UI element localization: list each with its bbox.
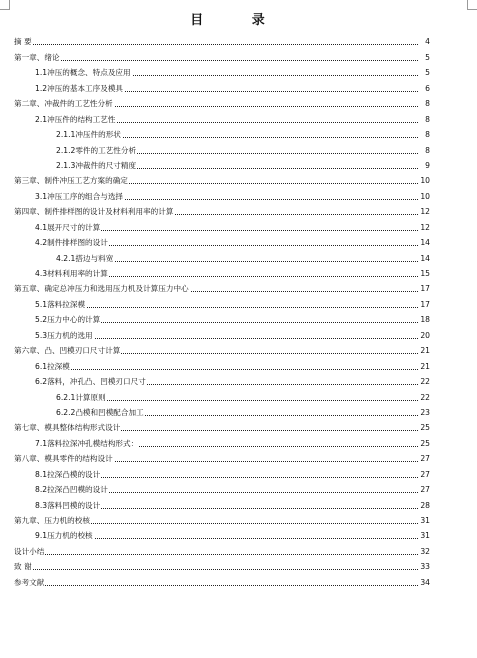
toc-entry-label: 7.1落料拉深冲孔模结构形式： — [35, 438, 139, 448]
leader-dots — [14, 44, 418, 45]
toc-entry-page: 6 — [425, 83, 430, 93]
toc-entry-page: 28 — [420, 500, 430, 510]
toc-entry-page: 22 — [420, 377, 430, 387]
toc-entry[interactable] — [14, 95, 430, 110]
toc-entry-page: 12 — [420, 207, 430, 217]
toc-entry-label: 8.1拉深凸模的设计 — [35, 469, 101, 479]
toc-entry[interactable] — [14, 573, 430, 588]
toc-entry-label: 参考文献 — [14, 577, 45, 587]
leader-dots — [14, 60, 418, 61]
toc-entry-page: 14 — [420, 253, 430, 263]
toc-entry[interactable] — [14, 388, 430, 403]
toc-entry[interactable] — [14, 203, 430, 218]
toc-entry-label: 1.1冲压的概念、特点及应用 — [35, 68, 131, 78]
toc-entry-label: 2.1.1冲压件的形状 — [56, 130, 121, 140]
leader-dots — [35, 369, 418, 370]
toc-entry[interactable] — [14, 141, 430, 156]
toc-title: 目 录 — [190, 13, 287, 28]
toc-entry[interactable] — [14, 450, 430, 465]
toc-entry[interactable] — [14, 234, 430, 249]
toc-entry-page: 10 — [420, 191, 430, 201]
toc-entry-page: 34 — [420, 577, 430, 587]
toc-entry-page: 25 — [420, 423, 430, 433]
toc-entry-page: 12 — [420, 222, 430, 232]
toc-entry-label: 6.2.2凸模和凹模配合加工 — [56, 407, 144, 417]
toc-entry-page: 18 — [420, 315, 430, 325]
toc-entry-label: 1.2冲压的基本工序及模具 — [35, 83, 124, 93]
leader-dots — [35, 307, 418, 308]
leader-dots — [14, 554, 418, 555]
leader-dots — [14, 569, 418, 570]
toc-entry[interactable] — [14, 110, 430, 125]
toc-entry-label: 第八章、模具零件的结构设计 — [14, 454, 113, 464]
toc-entry-page: 33 — [420, 562, 430, 572]
toc-entry-label: 8.2拉深凸凹模的设计 — [35, 485, 108, 495]
toc-entry-page: 27 — [420, 469, 430, 479]
toc-entry[interactable] — [14, 187, 430, 202]
toc-entry-page: 31 — [420, 516, 430, 525]
toc-entry[interactable] — [14, 419, 430, 434]
toc-entry[interactable] — [14, 342, 430, 357]
toc-entry-label: 5.1落料拉深模 — [35, 299, 86, 309]
toc-entry-page: 14 — [420, 238, 430, 248]
toc-entry-page: 10 — [420, 176, 430, 186]
toc-entry[interactable] — [14, 48, 430, 63]
toc-entry[interactable] — [14, 79, 430, 94]
toc-entry[interactable] — [14, 172, 430, 187]
toc-entry[interactable] — [14, 481, 430, 496]
toc-entry[interactable] — [14, 64, 430, 79]
toc-entry-label: 设计小结 — [14, 546, 45, 556]
toc-entry[interactable] — [14, 357, 430, 372]
toc-entry[interactable] — [14, 542, 430, 557]
toc-entry-page: 22 — [420, 392, 430, 402]
toc-entry-label: 致 谢 — [14, 562, 32, 572]
toc-entry-page: 23 — [420, 407, 430, 417]
toc-entry[interactable] — [14, 126, 430, 141]
leader-dots — [56, 400, 418, 401]
toc-entry[interactable] — [14, 558, 430, 573]
toc-entry[interactable] — [14, 496, 430, 511]
toc-entry-page: 5 — [425, 52, 430, 62]
toc-entry-page: 15 — [420, 269, 430, 278]
toc-entry-page: 32 — [420, 546, 430, 556]
toc-entry[interactable] — [14, 218, 430, 233]
toc-entry-label: 5.3压力机的选用 — [35, 330, 93, 340]
toc-entry-page: 4 — [425, 37, 430, 47]
toc-entry-label: 第三章、制件冲压工艺方案的确定 — [14, 176, 128, 186]
toc-entry-label: 第七章、模具整体结构形式设计 — [14, 423, 121, 433]
toc-entry-page: 8 — [425, 130, 430, 140]
toc-entry-page: 20 — [420, 330, 430, 340]
toc-entry-label: 第一章、绪论 — [14, 52, 60, 62]
toc-entry[interactable] — [14, 295, 430, 310]
toc-entry-label: 6.2.1计算原则 — [56, 392, 106, 402]
toc-entry[interactable] — [14, 157, 430, 172]
toc-entry-page: 17 — [420, 299, 430, 309]
toc-entry-label: 2.1.2零件的工艺性分析 — [56, 145, 137, 155]
toc-entry-page: 27 — [420, 454, 430, 464]
toc-entry-label: 第六章、凸、凹模刃口尺寸计算 — [14, 346, 121, 356]
toc-entry-page: 8 — [425, 114, 430, 124]
toc-entry-label: 9.1压力机的校核 — [35, 531, 93, 541]
toc-entry-label: 摘 要 — [14, 37, 32, 47]
toc-entry-label: 6.2落料，冲孔凸、凹模刃口尺寸 — [35, 377, 146, 387]
toc-entry[interactable] — [14, 434, 430, 449]
toc-entry-label: 4.2.1搭边与料宽 — [56, 253, 114, 263]
toc-entry[interactable] — [14, 527, 430, 542]
toc-entry[interactable] — [14, 512, 430, 527]
toc-entry[interactable] — [14, 326, 430, 341]
toc-entry[interactable] — [14, 33, 430, 48]
toc-entry[interactable] — [14, 465, 430, 480]
toc-entry-label: 第九章、压力机的校核 — [14, 516, 90, 525]
toc-entry[interactable] — [14, 249, 430, 264]
toc-entry-label: 4.3材料利用率的计算 — [35, 269, 108, 278]
toc-entry-label: 8.3落料凹模的设计 — [35, 500, 101, 510]
toc-entry-page: 21 — [420, 346, 430, 356]
toc-entry[interactable] — [14, 280, 430, 295]
toc-entry-page: 25 — [420, 438, 430, 448]
toc-entry[interactable] — [14, 265, 430, 280]
toc-entry-label: 2.1冲压件的结构工艺性 — [35, 114, 116, 124]
toc-entry[interactable] — [14, 311, 430, 326]
toc-entry-page: 17 — [420, 284, 430, 294]
toc-entry-page: 9 — [425, 160, 430, 170]
toc-entry-label: 第五章、确定总冲压力和选用压力机及计算压力中心 — [14, 284, 189, 294]
toc-entry-label: 5.2压力中心的计算 — [35, 315, 101, 325]
toc-entry-page: 31 — [420, 531, 430, 541]
toc-entry-label: 4.1展开尺寸的计算 — [35, 222, 101, 232]
toc-entry-page: 27 — [420, 485, 430, 495]
toc-entry-page: 8 — [425, 99, 430, 109]
toc-entry-page: 8 — [425, 145, 430, 155]
table-of-contents — [14, 33, 430, 589]
toc-entry[interactable] — [14, 404, 430, 419]
toc-entry-page: 21 — [420, 361, 430, 371]
toc-entry-label: 2.1.3冲裁件的尺寸精度 — [56, 160, 137, 170]
toc-entry-label: 3.1冲压工序的组合与选择 — [35, 191, 124, 201]
toc-entry-label: 第四章、制件排样图的设计及材料利用率的计算 — [14, 207, 174, 217]
leader-dots — [14, 585, 418, 586]
toc-entry-page: 5 — [425, 68, 430, 78]
toc-entry-label: 4.2制件排样图的设计 — [35, 238, 108, 248]
toc-entry[interactable] — [14, 373, 430, 388]
toc-entry-label: 第二章、冲裁件的工艺性分析 — [14, 99, 113, 109]
toc-entry-label: 6.1拉深模 — [35, 361, 70, 371]
